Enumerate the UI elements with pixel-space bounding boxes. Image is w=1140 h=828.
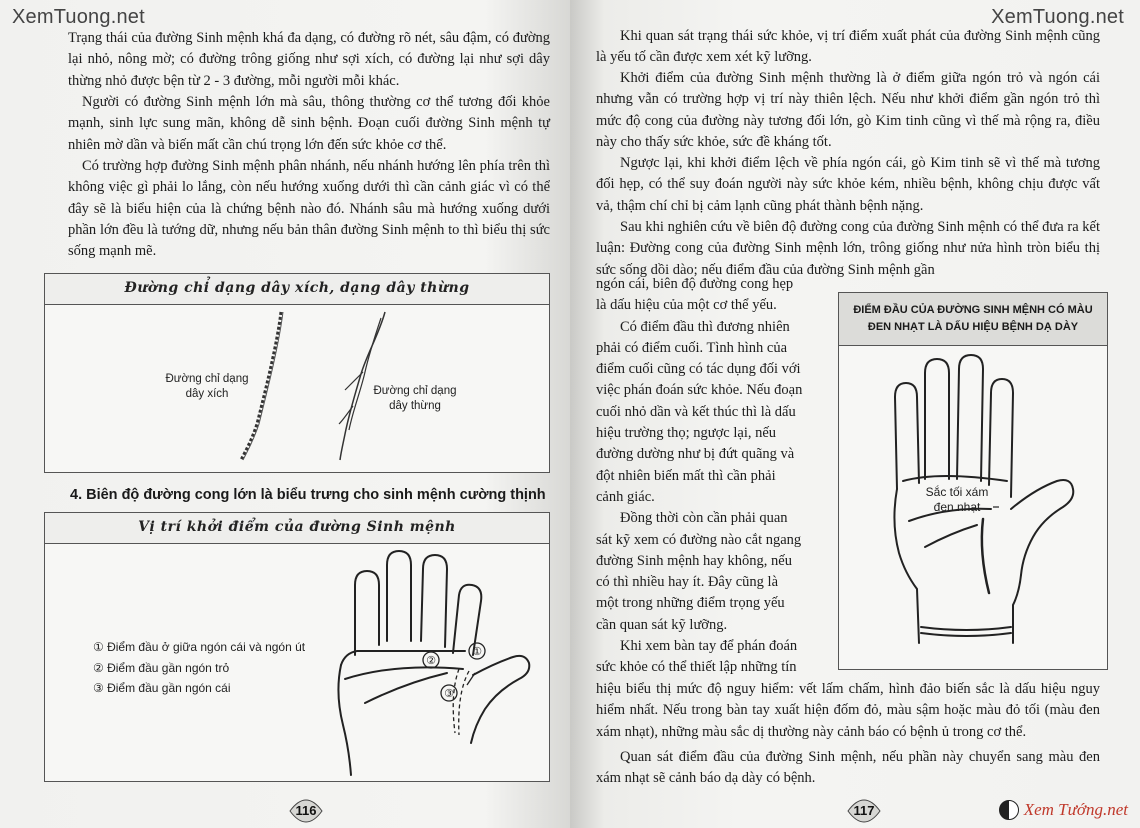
section-heading: 4. Biên độ đường cong lớn là biểu trưng cho sinh mệnh cường thịnh (70, 487, 546, 503)
text-line: hiệu trường thọ; ngược lại, nếu (596, 425, 777, 442)
text-line: đường dường như bị đứt quãng và (596, 446, 795, 463)
paragraph: Khi quan sát trạng thái sức khỏe, vị trí điểm xuất phát của đường Sinh mệnh cũng là yếu tố cần được xem xét kỹ lưỡng. (596, 28, 1100, 66)
paragraph: Người có đường Sinh mệnh lớn mà sâu, thông thường cơ thể tương đối khỏe mạnh, sinh lực sung mãn, không dễ sinh bệnh. Đoạn cuối đường Sinh mệnh tự nhiên mờ dần và biến mất cần chú trọng lớn đến sức khỏe cơ thể. (68, 94, 550, 153)
stomach-sign-figure (838, 292, 1108, 670)
text-line: sức khỏe có thể thiết lập những tín (596, 659, 797, 676)
text-line: việc phán đoán sức khỏe. Nếu đoạn (596, 382, 803, 399)
text-line: Đồng thời còn cần phải quan (620, 510, 788, 527)
text-line: Có điểm đầu thì đương nhiên (620, 318, 790, 335)
marker-2: ② (426, 654, 436, 667)
text-line: phải có điểm cuối. Tình hình của (596, 339, 788, 356)
text-line: cần quan sát kỹ lưỡng. (596, 616, 728, 633)
start-position-figure (44, 512, 550, 782)
hand-drawing (839, 293, 1107, 669)
watermark: XemTuong.net (12, 6, 145, 28)
figure-title: Vị trí khởi điểm của đường Sinh mệnh (138, 519, 456, 535)
paragraph: Khởi điểm của đường Sinh mệnh thường là ở điểm giữa ngón trỏ và ngón cái nhưng vẫn có trường hợp vị trí này thiên lệch. Nếu như khởi điểm gần ngón trỏ thì mức độ cong của đường này tương đối lớn, gò Kim tinh cũng vì thế mà rộng ra, điều này cho thấy sức khỏe, sức đề kháng tốt. (596, 70, 1100, 150)
label-rope: Đường chỉ dạng dây thừng (373, 385, 457, 412)
text-line: là dấu hiệu của một cơ thể yếu. (596, 297, 777, 314)
text-line: một trong những điểm trọng yếu (596, 595, 785, 612)
text-line: sát kỹ xem có đường nào cắt ngang (596, 531, 802, 548)
page-number: 116 (286, 798, 326, 824)
text-line: cuối nhỏ dần và kết thúc thì là dấu (596, 403, 796, 420)
paragraph: Sau khi nghiên cứu về biên độ đường cong của đường Sinh mệnh có thể đưa ra kết luận: Đường cong của đường Sinh mệnh lớn, trông giống như nửa hình tròn biểu thị sức sống dồi dào; nếu điểm đầu của đường Sinh mệnh gần (596, 219, 1100, 278)
paragraph: Ngược lại, khi khởi điểm lệch về phía ngón cái, gò Kim tinh sẽ vì thế mà tương đối hẹp, có thể suy đoán người này sức khỏe kém, nhiều bệnh, không chịu được vất vả, thậm chí chỉ bị cảm lạnh cũng phát thành bệnh nặng. (596, 155, 1100, 214)
legend-item-2: ② Điểm đầu gần ngón trỏ (93, 660, 230, 675)
yin-yang-icon (999, 800, 1019, 820)
marker-3: ③ (444, 687, 454, 700)
hand-drawing (45, 513, 549, 781)
site-logo: Xem Tướng.net (999, 800, 1128, 820)
chain-rope-figure (44, 273, 550, 473)
chain-rope-drawing (45, 274, 549, 472)
text-line: điểm cuối cũng có tác dụng đối với (596, 361, 801, 378)
paragraph: Có trường hợp đường Sinh mệnh phân nhánh, nếu nhánh hướng lên phía trên thì không việc gì phải lo lắng, còn nếu hướng xuống dưới thì cần cảnh giác vì có thể đây sẽ là biểu hiện của là chứng bệnh nào đó. Nhánh sâu mà hướng xuống dưới phần lớn đều là tướng dữ, nhưng nếu bản thân đường Sinh mệnh to thì biểu thị sức sống mạnh mẽ. (68, 158, 550, 260)
text-line: ngón cái, biên độ đường cong hẹp (596, 276, 794, 292)
legend-item-1: ① Điểm đầu ở giữa ngón cái và ngón út (93, 640, 306, 654)
dark-spot-label: Sắc tối xám đen nhạt (925, 485, 989, 514)
paragraph: Quan sát điểm đầu của đường Sinh mệnh, nếu phần này chuyển sang màu đen xám nhạt sẽ cảnh báo dạ dày có bệnh. (596, 749, 1100, 787)
page-number: 117 (844, 798, 884, 824)
label-chain: Đường chỉ dạng dây xích (165, 373, 249, 400)
figure-title: Đường chỉ dạng dây xích, dạng dây thừng (124, 280, 470, 296)
marker-1: ① (472, 645, 482, 658)
paragraph: hiệu biểu thị mức độ nguy hiểm: vết lấm chấm, hình đảo biến sắc là dấu hiệu nguy hiểm nhất. Nếu trong bàn tay xuất hiện đốm đỏ, màu sậm hoặc màu đỏ tối (màu đen xám nhạt), những màu sắc dị thường này cảnh báo có bệnh ủ trong cơ thể. (596, 681, 1100, 740)
text-line: Khi xem bàn tay để phán đoán (620, 638, 798, 655)
narrow-column (596, 274, 828, 679)
figure-title: ĐIỂM ĐẦU CỦA ĐƯỜNG SINH MỆNH CÓ MÀU ĐEN NHẠT LÀ DẤU HIỆU BỆNH DẠ DÀY (853, 304, 1093, 333)
legend-item-3: ③ Điểm đầu gần ngón cái (93, 681, 231, 695)
right-page (570, 0, 1140, 828)
text-line: đột nhiên biến mất thì cần phải (596, 467, 776, 484)
text-line: đường Sinh mệnh hay không, nếu (596, 552, 792, 569)
text-line: có thì nhiều hay ít. Đây cũng là (596, 574, 779, 591)
paragraph: Trạng thái của đường Sinh mệnh khá đa dạng, có đường rõ nét, sâu đậm, có đường lại nhỏ, nông mờ; có đường trông giống như sợi xích, có đường lại như sợi dây thừng nhỏ được bện từ 2 - 3 đường, mỗi người mỗi khác. (68, 30, 550, 89)
text-line: cảnh giác. (596, 488, 655, 505)
watermark: XemTuong.net (991, 6, 1124, 28)
